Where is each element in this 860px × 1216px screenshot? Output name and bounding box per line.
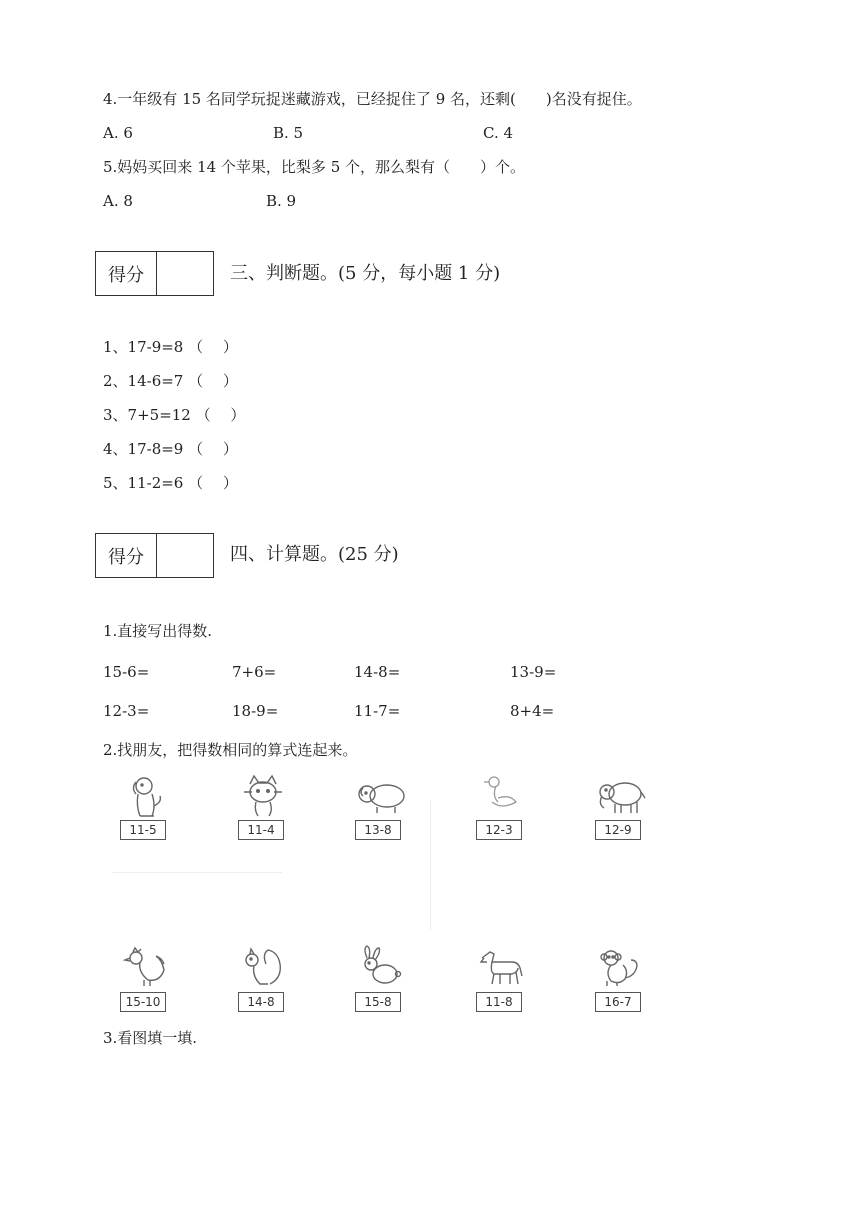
calc-item: 12-3= bbox=[103, 702, 150, 720]
monkey-icon bbox=[593, 944, 653, 994]
expression-label: 12-9 bbox=[595, 820, 641, 840]
score-box bbox=[95, 251, 214, 296]
match-card-bottom[interactable] bbox=[474, 944, 542, 1016]
q2-title: 2.找朋友，把得数相同的算式连起来。 bbox=[103, 741, 358, 759]
q1-title: 1.直接写出得数. bbox=[103, 622, 213, 640]
expression-label: 16-7 bbox=[595, 992, 641, 1012]
match-card-top[interactable] bbox=[236, 772, 304, 844]
q3-title: 3.看图填一填. bbox=[103, 1029, 198, 1047]
option-b: B. 9 bbox=[266, 192, 297, 210]
judge-item: 4、17-8=9 （ ） bbox=[103, 440, 238, 458]
question-4: 4.一年级有 15 名同学玩捉迷藏游戏，已经捉住了 9 名，还剩( )名没有捉住。 bbox=[103, 90, 642, 108]
calc-item: 15-6= bbox=[103, 663, 150, 681]
match-card-top[interactable] bbox=[593, 772, 661, 844]
expression-label: 11-8 bbox=[476, 992, 522, 1012]
judge-item: 5、11-2=6 （ ） bbox=[103, 474, 238, 492]
squirrel-icon bbox=[236, 944, 296, 994]
match-card-top[interactable] bbox=[118, 772, 186, 844]
match-card-bottom[interactable] bbox=[118, 944, 186, 1016]
goose-icon bbox=[474, 772, 534, 822]
dog-icon bbox=[118, 772, 178, 822]
calc-item: 13-9= bbox=[510, 663, 557, 681]
judge-item: 2、14-6=7 （ ） bbox=[103, 372, 238, 390]
option-a: A. 8 bbox=[103, 192, 133, 210]
calc-item: 18-9= bbox=[232, 702, 279, 720]
expression-label: 11-4 bbox=[238, 820, 284, 840]
match-card-top[interactable] bbox=[474, 772, 542, 844]
score-label: 得分 bbox=[96, 534, 157, 577]
judge-item: 1、17-9=8 （ ） bbox=[103, 338, 238, 356]
section-title: 三、判断题。(5 分，每小题 1 分) bbox=[230, 263, 501, 284]
option-c: C. 4 bbox=[483, 124, 514, 142]
match-card-top[interactable] bbox=[353, 772, 421, 844]
match-card-bottom[interactable] bbox=[353, 944, 421, 1016]
elephant-icon bbox=[593, 772, 653, 822]
judge-item: 3、7+5=12 （ ） bbox=[103, 406, 246, 424]
scan-line bbox=[430, 800, 431, 930]
expression-label: 14-8 bbox=[238, 992, 284, 1012]
scan-line bbox=[112, 872, 282, 873]
section-title: 四、计算题。(25 分) bbox=[230, 544, 399, 565]
horse-icon bbox=[474, 944, 534, 994]
score-blank[interactable] bbox=[157, 252, 213, 295]
expression-label: 15-10 bbox=[120, 992, 166, 1012]
expression-label: 13-8 bbox=[355, 820, 401, 840]
expression-label: 12-3 bbox=[476, 820, 522, 840]
cat-icon bbox=[236, 772, 296, 822]
expression-label: 15-8 bbox=[355, 992, 401, 1012]
calc-item: 7+6= bbox=[232, 663, 277, 681]
score-blank[interactable] bbox=[157, 534, 213, 577]
expression-label: 11-5 bbox=[120, 820, 166, 840]
option-a: A. 6 bbox=[103, 124, 133, 142]
score-box bbox=[95, 533, 214, 578]
option-b: B. 5 bbox=[273, 124, 304, 142]
question-5: 5.妈妈买回来 14 个苹果，比梨多 5 个，那么梨有（ ）个。 bbox=[103, 158, 526, 176]
score-label: 得分 bbox=[96, 252, 157, 295]
sheep-icon bbox=[353, 772, 413, 822]
rooster-icon bbox=[118, 944, 178, 994]
match-card-bottom[interactable] bbox=[236, 944, 304, 1016]
match-card-bottom[interactable] bbox=[593, 944, 661, 1016]
calc-item: 14-8= bbox=[354, 663, 401, 681]
calc-item: 8+4= bbox=[510, 702, 555, 720]
rabbit-icon bbox=[353, 944, 413, 994]
calc-item: 11-7= bbox=[354, 702, 401, 720]
